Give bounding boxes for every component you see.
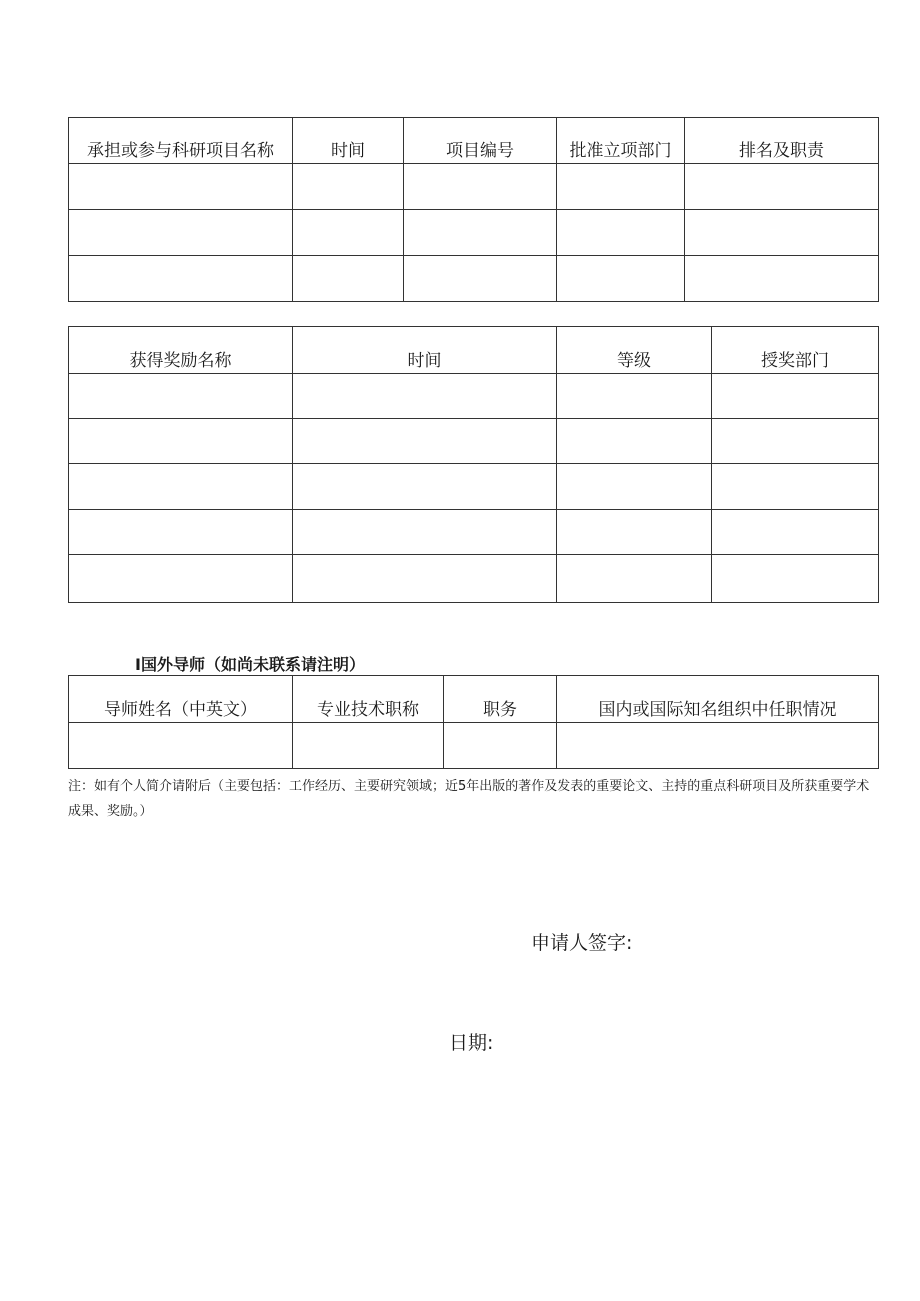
table-row [69, 723, 879, 769]
blank-cell[interactable] [69, 374, 293, 419]
table-row [69, 464, 879, 510]
header-cell: 职务 [444, 676, 557, 723]
table-row [69, 374, 879, 419]
blank-cell[interactable] [293, 464, 557, 510]
projects-table [68, 117, 879, 302]
table-header-row [69, 676, 879, 723]
blank-cell[interactable] [712, 419, 879, 464]
blank-cell[interactable] [69, 210, 293, 256]
blank-cell[interactable] [444, 723, 557, 769]
header-cell: 等级 [557, 327, 712, 374]
blank-cell[interactable] [557, 210, 685, 256]
blank-cell[interactable] [69, 464, 293, 510]
blank-cell[interactable] [293, 210, 404, 256]
blank-cell[interactable] [557, 419, 712, 464]
header-cell: 时间 [293, 118, 404, 164]
blank-cell[interactable] [404, 210, 557, 256]
table-row [69, 555, 879, 603]
header-cell: 专业技术职称 [293, 676, 444, 723]
blank-cell[interactable] [293, 164, 404, 210]
table-row [69, 510, 879, 555]
header-cell: 批准立项部门 [557, 118, 685, 164]
awards-table [68, 326, 879, 603]
blank-cell[interactable] [69, 164, 293, 210]
blank-cell[interactable] [557, 164, 685, 210]
blank-cell[interactable] [685, 164, 879, 210]
blank-cell[interactable] [685, 210, 879, 256]
blank-cell[interactable] [557, 374, 712, 419]
blank-cell[interactable] [293, 723, 444, 769]
blank-cell[interactable] [293, 374, 557, 419]
header-cell: 获得奖励名称 [69, 327, 293, 374]
blank-cell[interactable] [557, 555, 712, 603]
footnote: 注：如有个人简介请附后（主要包括：工作经历、主要研究领域；近5年出版的著作及发表的重要论文、主持的重点科研项目及所获重要学术成果、奖励。） [68, 779, 870, 819]
blank-cell[interactable] [404, 164, 557, 210]
blank-cell[interactable] [685, 256, 879, 302]
blank-cell[interactable] [293, 555, 557, 603]
blank-cell[interactable] [557, 256, 685, 302]
blank-cell[interactable] [557, 464, 712, 510]
table-row [69, 164, 879, 210]
blank-cell[interactable] [69, 555, 293, 603]
mentor-table [68, 675, 879, 769]
date-label: 日期: [449, 1032, 494, 1054]
header-cell: 承担或参与科研项目名称 [69, 118, 293, 164]
blank-cell[interactable] [712, 464, 879, 510]
header-cell: 授奖部门 [712, 327, 879, 374]
blank-cell[interactable] [404, 256, 557, 302]
blank-cell[interactable] [712, 510, 879, 555]
blank-cell[interactable] [712, 555, 879, 603]
header-cell: 项目编号 [404, 118, 557, 164]
section-title-foreign-mentor: I国外导师（如尚未联系请注明） [135, 655, 365, 674]
blank-cell[interactable] [293, 510, 557, 555]
blank-cell[interactable] [293, 256, 404, 302]
table-row [69, 419, 879, 464]
table-row [69, 210, 879, 256]
header-cell: 国内或国际知名组织中任职情况 [557, 676, 879, 723]
table-header-row [69, 118, 879, 164]
blank-cell[interactable] [69, 419, 293, 464]
blank-cell[interactable] [69, 510, 293, 555]
header-cell: 导师姓名（中英文） [69, 676, 293, 723]
blank-cell[interactable] [557, 510, 712, 555]
table-row [69, 256, 879, 302]
blank-cell[interactable] [712, 374, 879, 419]
blank-cell[interactable] [69, 256, 293, 302]
header-cell: 时间 [293, 327, 557, 374]
applicant-signature-label: 申请人签字: [531, 932, 633, 954]
blank-cell[interactable] [69, 723, 293, 769]
blank-cell[interactable] [557, 723, 879, 769]
table-header-row [69, 327, 879, 374]
blank-cell[interactable] [293, 419, 557, 464]
header-cell: 排名及职责 [685, 118, 879, 164]
